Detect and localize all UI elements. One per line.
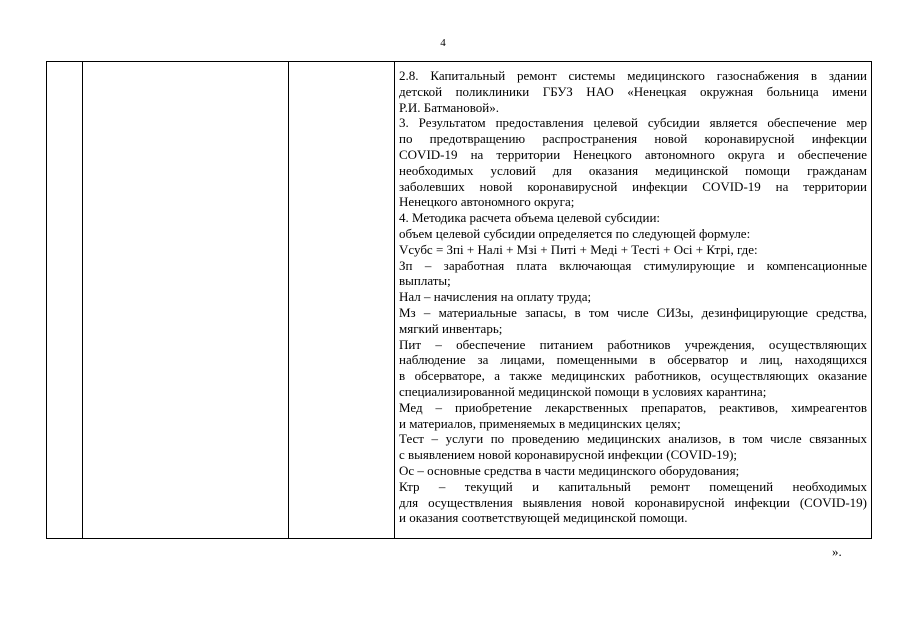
text-line: Vсубс = Зпi + Налi + Мзi + Питi + Медi + Тестi + Осi + Ктрi, где: bbox=[399, 241, 758, 257]
text-line: Тест – услуги по проведению медицинских анализов, в том числе связанных bbox=[399, 431, 867, 447]
document-table bbox=[46, 61, 872, 539]
table-column-divider bbox=[288, 62, 289, 538]
text-line: Зп – заработная плата включающая стимулирующие и компенсационные bbox=[399, 257, 867, 273]
text-line: детской поликлиники ГБУЗ НАО «Ненецкая окружная больница имени bbox=[399, 83, 867, 99]
text-line: Ненецкого автономного округа; bbox=[399, 194, 575, 210]
text-line: и материалов, применяемых в медицинских целях; bbox=[399, 415, 681, 431]
text-line: и оказания соответствующей медицинской помощи. bbox=[399, 510, 688, 526]
text-line: с выявлением новой коронавирусной инфекции (COVID-19); bbox=[399, 447, 738, 463]
text-line: в обсерваторе, а также медицинских работников, осуществляющих оказание bbox=[399, 368, 867, 384]
text-line: 3. Результатом предоставления целевой субсидии является обеспечение мер bbox=[399, 115, 867, 131]
text-line: Ктр – текущий и капитальный ремонт помещений необходимых bbox=[399, 478, 867, 494]
text-line: 4. Методика расчета объема целевой субсидии: bbox=[399, 210, 661, 226]
page-number: 4 bbox=[440, 37, 446, 49]
text-line: специализированной медицинской помощи в условиях карантина; bbox=[399, 384, 767, 399]
text-line: необходимых условий для оказания медицинской помощи гражданам bbox=[399, 162, 867, 178]
text-line: Ос – основные средства в части медицинского оборудования; bbox=[399, 463, 740, 478]
text-line: COVID-19 на территории Ненецкого автономного округа и обеспечение bbox=[399, 147, 867, 162]
text-line: Р.И. Батмановой». bbox=[399, 99, 499, 115]
text-line: Нал – начисления на оплату труда; bbox=[399, 289, 592, 305]
text-line: 2.8. Капитальный ремонт системы медицинского газоснабжения в здании bbox=[399, 68, 867, 83]
text-line: Пит – обеспечение питанием работников учреждения, осуществляющих bbox=[399, 336, 867, 352]
closing-quote-mark: ». bbox=[832, 544, 842, 559]
text-line: выплаты; bbox=[399, 273, 451, 289]
text-line: по предотвращению распространения новой коронавирусной инфекции bbox=[399, 131, 867, 147]
text-line: Мз – материальные запасы, в том числе СИЗы, дезинфицирующие средства, bbox=[399, 305, 867, 320]
table-column-divider bbox=[394, 62, 395, 538]
text-line: Мед – приобретение лекарственных препаратов, реактивов, химреагентов bbox=[399, 399, 867, 415]
text-line: наблюдение за лицами, помещенными в обсерватор и лиц, находящихся bbox=[399, 352, 867, 368]
text-line: мягкий инвентарь; bbox=[399, 320, 503, 336]
text-line: заболевших новой коронавирусной инфекции COVID-19 на территории bbox=[399, 178, 867, 194]
text-line: для осуществления выявления новой коронавирусной инфекции (COVID-19) bbox=[399, 494, 867, 510]
text-line: объем целевой субсидии определяется по следующей формуле: bbox=[399, 226, 751, 241]
table-column-divider bbox=[82, 62, 83, 538]
